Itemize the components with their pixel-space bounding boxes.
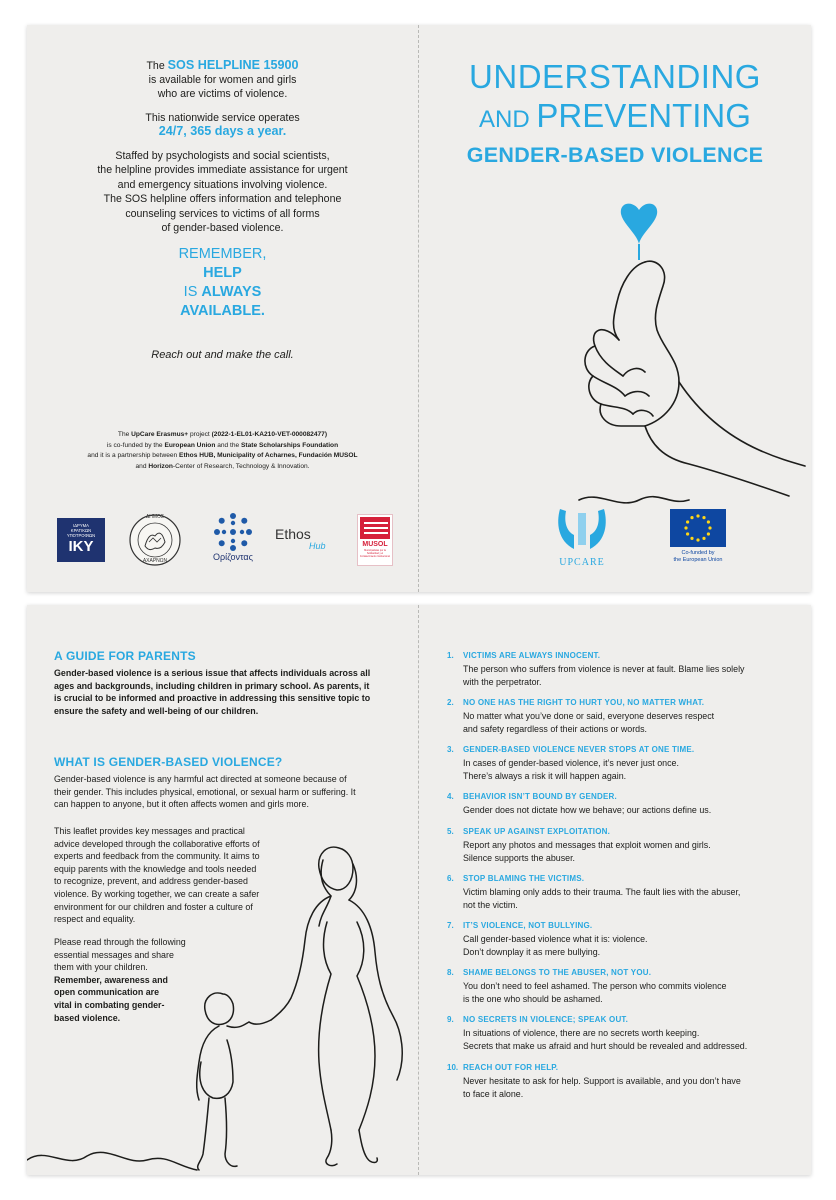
what-is-title: WHAT IS GENDER-BASED VIOLENCE? bbox=[54, 755, 283, 769]
message-heading: IT’S VIOLENCE, NOT BULLYING. bbox=[463, 921, 593, 930]
intro-line: who are victims of violence. bbox=[157, 88, 288, 100]
message-heading: BEHAVIOR ISN’T BOUND BY GENDER. bbox=[463, 792, 617, 801]
iky-logo: ΙΔΡΥΜΑ ΚΡΑΤΙΚΩΝ ΥΠΟΤΡΟΦΙΩΝ IKY bbox=[57, 518, 105, 562]
please-read-paragraph: Please read through the following essential messages and share them with your children. Remember, awareness and open communication are vital in combating gender- based violence. bbox=[54, 937, 186, 1023]
message-number: 8. bbox=[447, 968, 454, 977]
message-line: Don’t downplay it as mere bullying. bbox=[463, 946, 601, 957]
back-cover-panel bbox=[27, 25, 418, 592]
leaflet-inside-sheet bbox=[27, 605, 811, 1175]
message-line: In cases of gender-based violence, it’s never just once. bbox=[463, 758, 679, 768]
leaflet-paragraph: This leaflet provides key messages and practical advice developed through the collaborative efforts of experts and feedback from the community. It aims to equip parents with the knowledge and tools needed to recognize, prevent, and address gender-based violence. By working together, we can create a safer environment for our children and foster a culture of respect and equality. bbox=[54, 826, 260, 925]
cover-title-line3: GENDER-BASED VIOLENCE bbox=[466, 143, 764, 167]
partner-logos bbox=[53, 512, 398, 568]
message-heading: GENDER-BASED VIOLENCE NEVER STOPS AT ONE TIME. bbox=[463, 745, 695, 754]
message-heading: REACH OUT FOR HELP. bbox=[463, 1063, 559, 1072]
message-body bbox=[463, 1075, 775, 1100]
message-number: 10. bbox=[447, 1063, 459, 1072]
message-number: 9. bbox=[447, 1015, 454, 1024]
message-body bbox=[463, 804, 775, 817]
message-line: not the victim. bbox=[463, 899, 518, 910]
leaflet-cover-sheet bbox=[27, 25, 811, 592]
message-line: Silence supports the abuser. bbox=[463, 852, 575, 863]
message-line: No matter what you’ve done or said, everyone deserves respect bbox=[463, 711, 715, 721]
message-body bbox=[463, 710, 775, 735]
message-line: The person who suffers from violence is never at fault. Blame lies solely bbox=[463, 664, 745, 674]
message-number: 2. bbox=[447, 698, 454, 707]
message-number: 4. bbox=[447, 792, 454, 801]
acharnes-seal-logo: ΔΗΜΟΣ ΑΧΑΡΝΩΝ bbox=[127, 512, 183, 568]
message-number: 6. bbox=[447, 874, 454, 883]
message-line: is the one who should be ashamed. bbox=[463, 993, 603, 1004]
hand-heart-illustration bbox=[559, 200, 809, 520]
message-line: Call gender-based violence what it is: violence. bbox=[463, 934, 648, 944]
message-body bbox=[463, 839, 775, 864]
availability-text: 24/7, 365 days a year. bbox=[158, 124, 287, 138]
message-heading: SPEAK UP AGAINST EXPLOITATION. bbox=[463, 827, 611, 836]
message-line: with the perpetrator. bbox=[463, 676, 542, 687]
service-line: This nationwide service operates bbox=[145, 112, 300, 124]
message-line: Victim blaming only adds to their trauma. The fault lies with the abuser, bbox=[463, 887, 741, 897]
message-line: Secrets that make us afraid and hurt should be revealed and addressed. bbox=[463, 1040, 748, 1051]
intro-line: is available for women and girls bbox=[148, 74, 297, 86]
helpline-description: Staffed by psychologists and social scientists, the helpline provides immediate assistance for urgent and emergency situations involving violence. The SOS helpline offers information and telephone counseling services to victims of all forms of gender-based violence. bbox=[97, 150, 348, 235]
message-line: and safety regardless of their actions or words. bbox=[463, 723, 648, 734]
message-body bbox=[463, 886, 775, 911]
message-line: to face it alone. bbox=[463, 1088, 524, 1099]
message-line: Gender does not dictate how we behave; our actions define us. bbox=[463, 805, 712, 815]
message-line: You don’t need to feel ashamed. The person who commits violence bbox=[463, 981, 727, 991]
cover-title-line2: AND PREVENTING bbox=[479, 97, 751, 134]
message-heading: NO ONE HAS THE RIGHT TO HURT YOU, NO MATTER WHAT. bbox=[463, 698, 705, 707]
message-body bbox=[463, 933, 775, 958]
message-body bbox=[463, 663, 775, 688]
helpline-number: SOS HELPLINE 15900 bbox=[167, 58, 299, 72]
message-heading: VICTIMS ARE ALWAYS INNOCENT. bbox=[463, 651, 601, 660]
message-heading: NO SECRETS IN VIOLENCE; SPEAK OUT. bbox=[463, 1015, 629, 1024]
definition-paragraph: Gender-based violence is any harmful act directed at someone because of their gender. This includes physical, emotional, or sexual harm or suffering. It can happen to anyone, but it often affects women and girls more. bbox=[54, 774, 356, 810]
message-number: 1. bbox=[447, 651, 454, 660]
front-cover-panel bbox=[419, 25, 811, 592]
message-body bbox=[463, 757, 775, 782]
horizon-logo: Ορίζοντας bbox=[203, 512, 263, 568]
eu-cofunded-logo: Co-funded by the European Union bbox=[663, 509, 733, 579]
message-heading: SHAME BELONGS TO THE ABUSER, NOT YOU. bbox=[463, 968, 652, 977]
call-to-action: Reach out and make the call. bbox=[151, 349, 294, 361]
mother-child-illustration bbox=[27, 830, 419, 1175]
remember-block: REMEMBER, HELP IS ALWAYS AVAILABLE. bbox=[178, 246, 267, 319]
message-line: In situations of violence, there are no secrets worth keeping. bbox=[463, 1028, 700, 1038]
ethos-hub-logo: Ethos Hub bbox=[275, 526, 326, 551]
message-number: 3. bbox=[447, 745, 454, 754]
cover-title-line1: UNDERSTANDING bbox=[469, 58, 761, 95]
message-line: Report any photos and messages that exploit women and girls. bbox=[463, 840, 711, 850]
guide-paragraph: Gender-based violence is a serious issue that affects individuals across all ages and backgrounds, including children in primary school. As parents, it is crucial to be informed and proactive in addressing this sensitive topic to ensure the safety and well-being of our children. bbox=[54, 668, 371, 716]
message-line: Never hesitate to ask for help. Support is available, and you don’t have bbox=[463, 1076, 741, 1086]
message-heading: STOP BLAMING THE VICTIMS. bbox=[463, 874, 585, 883]
musol-logo: MUSOL Municipalistas por la Solidaridad y el Fortalecimiento Institucional bbox=[357, 514, 393, 566]
message-body bbox=[463, 1027, 775, 1052]
helpline-intro: The SOS HELPLINE 15900 bbox=[146, 58, 299, 72]
message-line: There’s always a risk it will happen again. bbox=[463, 770, 627, 781]
guide-title: A GUIDE FOR PARENTS bbox=[54, 649, 196, 663]
message-number: 5. bbox=[447, 827, 454, 836]
message-body bbox=[463, 980, 775, 1005]
upcare-logo: UPCARE bbox=[547, 505, 617, 580]
key-messages-panel bbox=[447, 605, 777, 1175]
project-credits: The UpCare Erasmus+ project (2022-1-EL01-KA210-VET-000082477) is co-funded by the European Union and the State Scholarships Foundation and it is a partnership between Ethos HUB, Municipality of Acharnes, Fundación MUSOL and Horizon-Center of Research, Technology & Innovation. bbox=[87, 431, 358, 470]
message-number: 7. bbox=[447, 921, 454, 930]
